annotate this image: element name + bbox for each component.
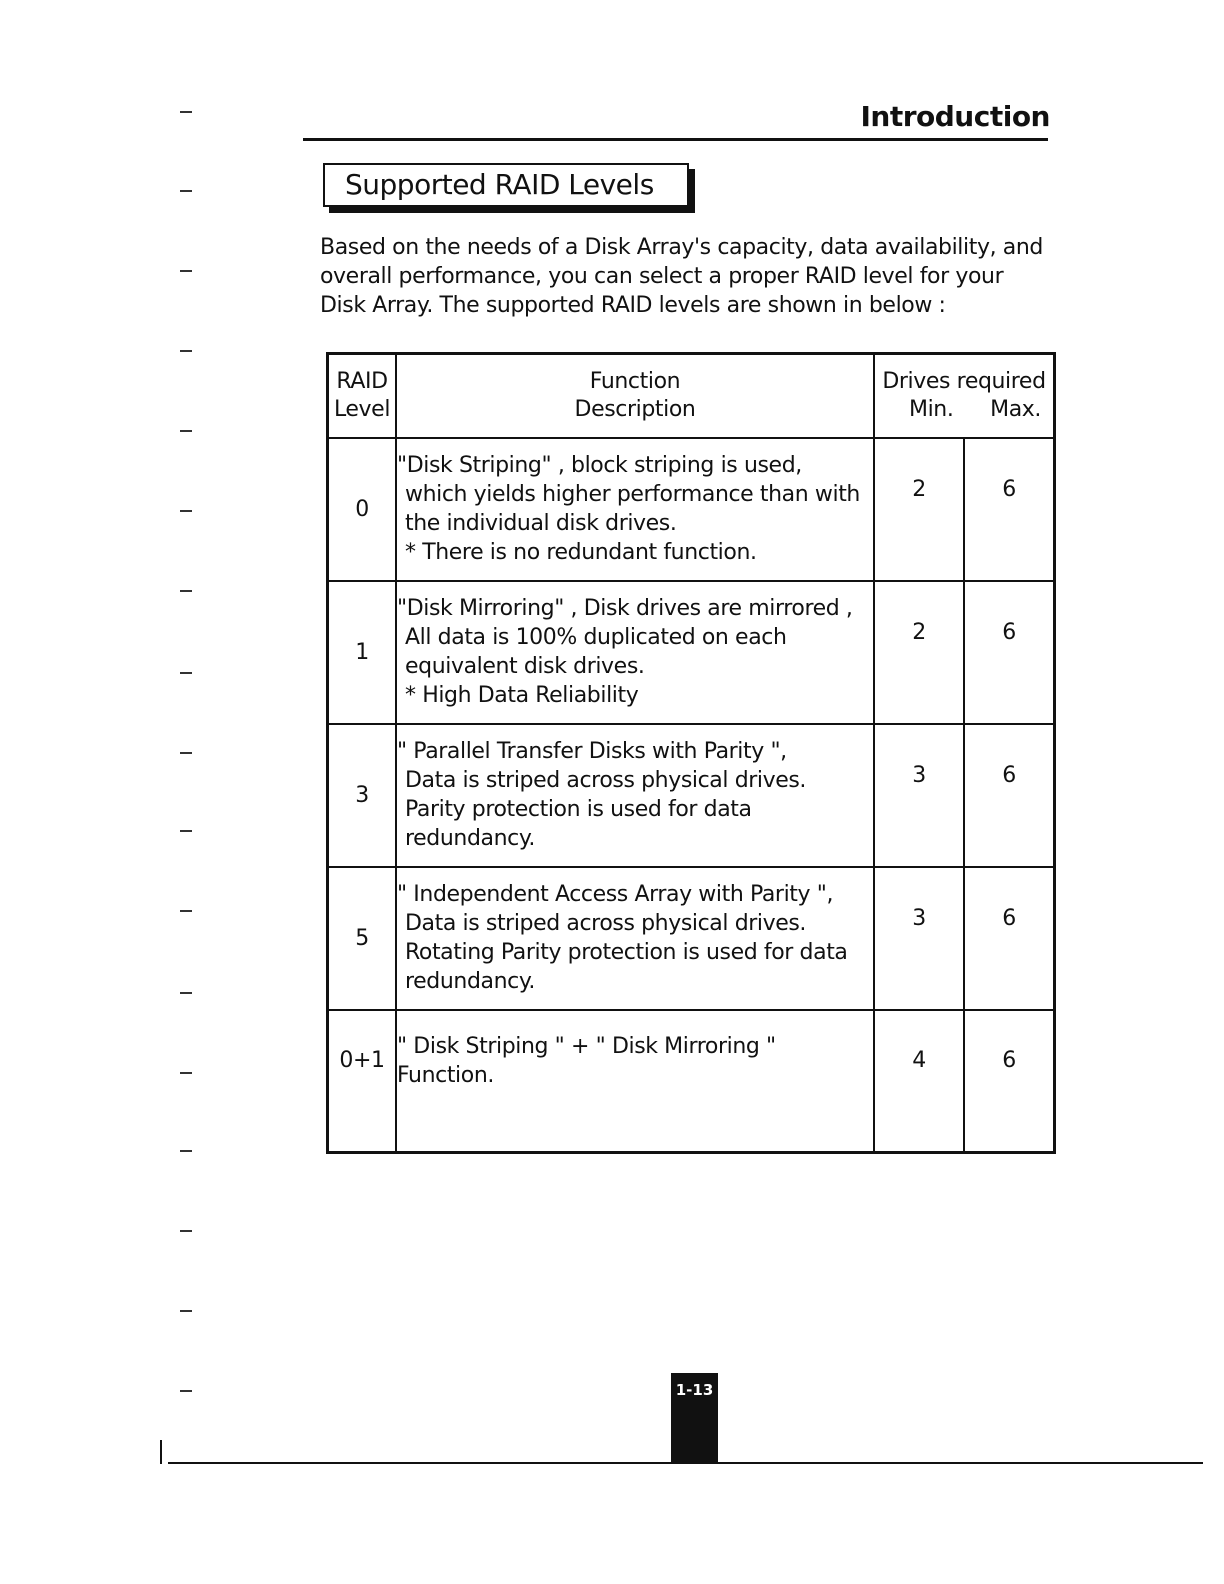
description-line: redundancy. bbox=[405, 826, 535, 851]
description-line: " Disk Striping " + " Disk Mirroring " Function. bbox=[397, 1033, 776, 1088]
min-drives-value: 2 bbox=[912, 476, 926, 502]
raid-level-cell bbox=[328, 1010, 397, 1153]
footer-mark bbox=[160, 1440, 162, 1464]
margin-mark bbox=[180, 1230, 192, 1232]
header-text: Description bbox=[574, 396, 696, 422]
margin-mark bbox=[180, 1310, 192, 1312]
margin-mark bbox=[180, 590, 192, 592]
margin-mark bbox=[180, 1390, 192, 1392]
intro-paragraph bbox=[320, 233, 1050, 320]
table-row bbox=[328, 867, 1055, 1010]
max-drives-cell bbox=[964, 438, 1055, 581]
description-line: "Disk Striping" , block striping is used, bbox=[397, 453, 802, 478]
margin-mark bbox=[180, 672, 192, 674]
table-row bbox=[328, 438, 1055, 581]
table-row bbox=[328, 581, 1055, 724]
header-max: Max. bbox=[990, 396, 1041, 422]
description-line: Parity protection is used for data bbox=[405, 797, 752, 822]
function-description-cell bbox=[396, 438, 874, 581]
description-line: Data is striped across physical drives. bbox=[405, 768, 807, 793]
max-drives-cell bbox=[964, 867, 1055, 1010]
margin-mark bbox=[180, 510, 192, 512]
function-description-cell bbox=[396, 724, 874, 867]
margin-mark bbox=[180, 350, 192, 352]
raid-level-value: 0+1 bbox=[339, 1048, 385, 1074]
header-text: Drives required bbox=[882, 368, 1046, 394]
description-line: " Parallel Transfer Disks with Parity ", bbox=[397, 739, 787, 764]
footer-rule bbox=[168, 1462, 1203, 1464]
raid-levels-table bbox=[326, 352, 1056, 1154]
max-drives-value: 6 bbox=[1002, 619, 1016, 645]
max-drives-value: 6 bbox=[1002, 762, 1016, 788]
min-drives-cell bbox=[874, 1010, 964, 1153]
intro-line: overall performance, you can select a proper RAID level for your bbox=[320, 264, 1004, 289]
margin-mark bbox=[180, 111, 192, 113]
margin-mark bbox=[180, 752, 192, 754]
table-header-row bbox=[328, 354, 1055, 438]
margin-mark bbox=[180, 190, 192, 192]
header-text: RAID bbox=[336, 368, 388, 394]
header-text: Level bbox=[333, 396, 391, 422]
section-heading-box bbox=[323, 163, 689, 207]
description-line: redundancy. bbox=[405, 969, 535, 994]
max-drives-cell bbox=[964, 581, 1055, 724]
description-line: equivalent disk drives. bbox=[405, 654, 645, 679]
description-line: which yields higher performance than with bbox=[405, 482, 860, 507]
header-min: Min. bbox=[909, 396, 954, 422]
min-drives-cell bbox=[874, 867, 964, 1010]
min-drives-value: 3 bbox=[912, 762, 926, 788]
max-drives-value: 6 bbox=[1002, 905, 1016, 931]
raid-level-cell: 3 bbox=[328, 724, 397, 867]
description-line: All data is 100% duplicated on each bbox=[405, 625, 787, 650]
description-line: * There is no redundant function. bbox=[405, 540, 757, 565]
description-line: the individual disk drives. bbox=[405, 511, 677, 536]
header-rule bbox=[303, 138, 1048, 141]
min-drives-cell bbox=[874, 581, 964, 724]
intro-line: Based on the needs of a Disk Array's capacity, data availability, and bbox=[320, 235, 1043, 260]
raid-level-cell: 5 bbox=[328, 867, 397, 1010]
min-drives-value: 4 bbox=[912, 1048, 926, 1074]
margin-mark bbox=[180, 1072, 192, 1074]
page-header-title: Introduction bbox=[860, 100, 1050, 133]
margin-mark bbox=[180, 910, 192, 912]
intro-line: Disk Array. The supported RAID levels are shown in below : bbox=[320, 293, 946, 318]
margin-mark bbox=[180, 1150, 192, 1152]
description-line: Data is striped across physical drives. bbox=[405, 911, 807, 936]
max-drives-value: 6 bbox=[1002, 476, 1016, 502]
description-line: "Disk Mirroring" , Disk drives are mirrored , bbox=[397, 596, 853, 621]
header-raid-level bbox=[328, 354, 397, 438]
min-drives-cell bbox=[874, 438, 964, 581]
min-drives-value: 3 bbox=[912, 905, 926, 931]
min-drives-value: 2 bbox=[912, 619, 926, 645]
header-function-description bbox=[396, 354, 874, 438]
margin-mark bbox=[180, 992, 192, 994]
function-description-cell bbox=[396, 867, 874, 1010]
table-row bbox=[328, 1010, 1055, 1153]
description-line: Rotating Parity protection is used for data bbox=[405, 940, 848, 965]
section-title: Supported RAID Levels bbox=[345, 168, 654, 201]
margin-mark bbox=[180, 430, 192, 432]
function-description-cell bbox=[396, 1010, 874, 1153]
raid-level-cell: 1 bbox=[328, 581, 397, 724]
header-drives-required bbox=[874, 354, 1055, 438]
description-line: " Independent Access Array with Parity ", bbox=[397, 882, 834, 907]
raid-level-cell: 0 bbox=[328, 438, 397, 581]
max-drives-cell bbox=[964, 724, 1055, 867]
margin-mark bbox=[180, 830, 192, 832]
function-description-cell bbox=[396, 581, 874, 724]
header-text: Function bbox=[589, 368, 681, 394]
description-line: * High Data Reliability bbox=[405, 683, 639, 708]
min-drives-cell bbox=[874, 724, 964, 867]
table-row bbox=[328, 724, 1055, 867]
max-drives-cell bbox=[964, 1010, 1055, 1153]
page-number-tab: 1-13 bbox=[671, 1373, 718, 1464]
max-drives-value: 6 bbox=[1002, 1048, 1016, 1074]
margin-mark bbox=[180, 270, 192, 272]
